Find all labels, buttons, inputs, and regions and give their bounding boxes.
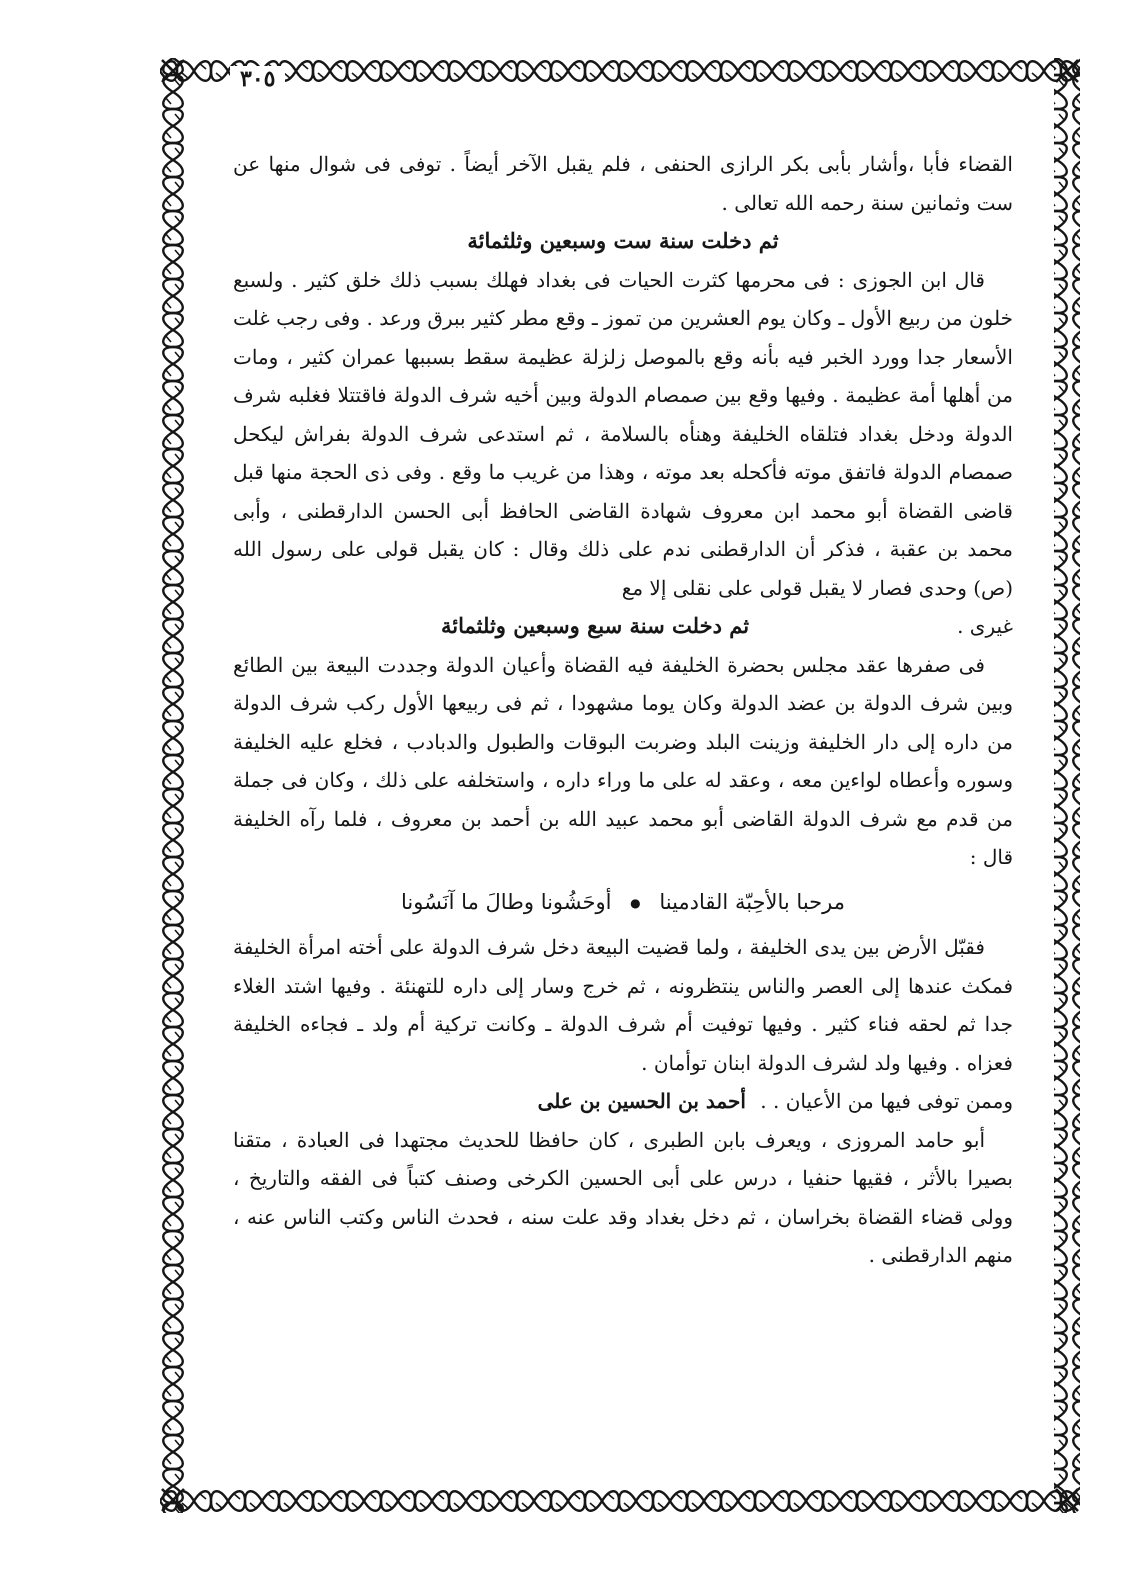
section-heading-376: ثم دخلت سنة ست وسبعين وثلثمائة — [467, 228, 779, 253]
page-body — [233, 145, 1013, 1275]
paragraph-2-end: غيرى . — [957, 614, 1013, 638]
verse-separator-icon: ● — [630, 895, 641, 910]
verse — [233, 883, 1013, 923]
section-heading-377: ثم دخلت سنة سبع وسبعين وثلثمائة — [441, 613, 750, 638]
page-number: ٣٠٥ — [230, 66, 285, 92]
verse-first-hemistich: مرحبا بالأحِبّة القادمينا — [659, 889, 845, 914]
paragraph-biography: أبو حامد المروزى ، ويعرف بابن الطبرى ، كان حافظا للحديث مجتهدا فى العبادة ، متقنا بصيرا بالأثر ، فقيها حنفيا ، درس على أبى الحسين الكرخى وصنف كتباً فى الفقه والتاريخ ، وولى قضاء القضاة بخراسان ، ثم دخل بغداد وقد علت سنه ، فحدث الناس وكتب الناس عنه ، منهم الدارقطنى . — [233, 1127, 1013, 1268]
verse-second-hemistich: أوحَشُونا وطالَ ما آنَسُونا — [401, 889, 612, 914]
paragraph-1: القضاء فأبا ،وأشار بأبى بكر الرازى الحنفى ، فلم يقبل الآخر أيضاً . توفى فى شوال منها عن ست وثمانين سنة رحمه الله تعالى . — [233, 152, 1013, 215]
paragraph-2: قال ابن الجوزى : فى محرمها كثرت الحيات فى بغداد فهلك بسبب ذلك خلق كثير . ولسبع خلون من ربيع الأول ـ وكان يوم العشرين من تموز ـ وقع مطر كثير ببرق ورعد . وفى رجب غلت الأسعار جدا وورد الخبر فيه بأنه وقع بالموصل زلزلة عظيمة سقط بسببها عمران كثير ، ومات من أهلها أمة عظيمة . وفيها وقع بين صمصام الدولة وبين أخيه شرف الدولة فاقتتلا فغلبه شرف الدولة ودخل بغداد فتلقاه الخليفة وهنأه بالسلامة ، ثم استدعى شرف الدولة بفراش ليكحل صمصام الدولة فاتفق موته فأكحله بعد موته ، وهذا من غريب ما وقع . وفى ذى الحجة منها قبل قاضى القضاة أبو محمد ابن معروف شهادة القاضى الحافظ أبى الحسن الدارقطنى ، وأبى محمد بن عقبة ، فذكر أن الدارقطنى ندم على ذلك وقال : كان يقبل قولى على رسول الله (ص) وحدى فصار لا يقبل قولى على نقلى إلا مع — [233, 267, 1014, 600]
biography-heading — [233, 1082, 1013, 1121]
biography-intro: وممن توفى فيها من الأعيان . . — [760, 1089, 1013, 1114]
heading-line-377 — [233, 607, 1013, 646]
biography-name: أحمد بن الحسين بن على — [537, 1089, 746, 1114]
paragraph-3: فى صفرها عقد مجلس بحضرة الخليفة فيه القضاة وأعيان الدولة وجددت البيعة بين الطائع وبين شرف الدولة بن عضد الدولة وكان يوما مشهودا ، ثم فى ربيعها الأول ركب شرف الدولة من داره إلى دار الخليفة وزينت البلد وضربت البوقات والطبول والدبادب ، فخلع عليه الخليفة وسوره وأعطاه لواءين معه ، وعقد له على ما وراء داره ، واستخلفه على ذلك ، وكان فى جملة من قدم مع شرف الدولة القاضى أبو محمد عبيد الله بن أحمد بن معروف ، فلما رآه الخليفة قال : — [233, 652, 1014, 869]
paragraph-4: فقبّل الأرض بين يدى الخليفة ، ولما قضيت البيعة دخل شرف الدولة على أخته امرأة الخليفة فمكث عندها إلى العصر والناس ينتظرونه ، ثم خرج وسار إلى داره للتهنئة . وفيها اشتد الغلاء جدا ثم لحقه فناء كثير . وفيها توفيت أم شرف الدولة ـ وكانت تركية أم ولد ـ فجاءه الخليفة فعزاه . وفيها ولد لشرف الدولة ابنان توأمان . — [233, 935, 1013, 1075]
